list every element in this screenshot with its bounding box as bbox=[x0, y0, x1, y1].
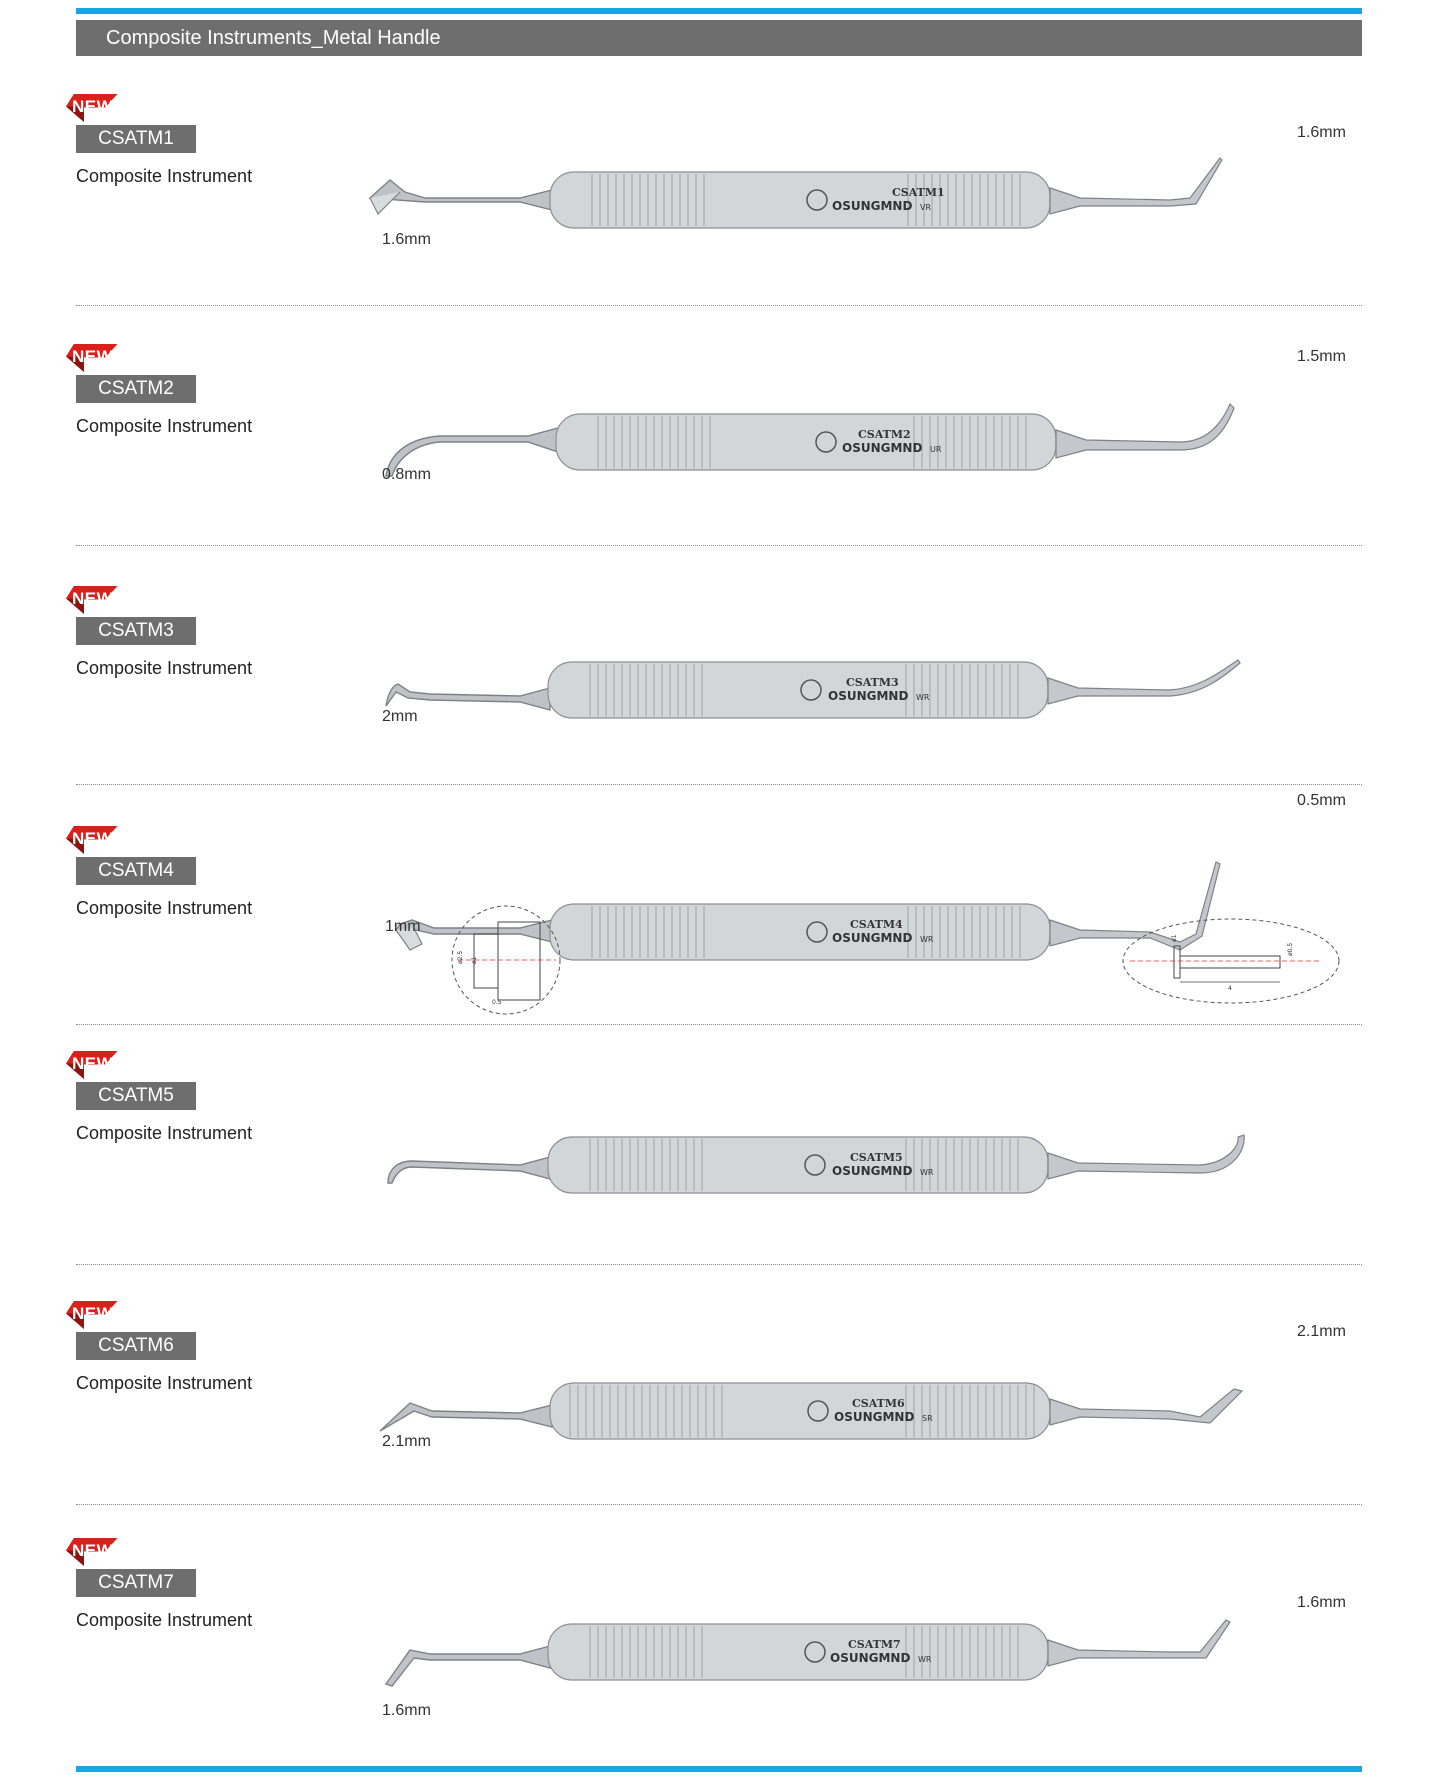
dimension-right: 0.5mm bbox=[1297, 792, 1346, 809]
product-code: CSATM1 bbox=[76, 125, 196, 153]
handle-suffix: WR bbox=[918, 1655, 932, 1664]
svg-text:ø1: ø1 bbox=[1171, 934, 1178, 942]
dimension-left: 1.6mm bbox=[382, 231, 431, 248]
dimension-right: 1.6mm bbox=[1297, 124, 1346, 141]
handle-code: CSATM3 bbox=[846, 676, 899, 689]
handle-suffix: VR bbox=[920, 203, 932, 212]
handle-code: CSATM2 bbox=[858, 428, 911, 441]
svg-text:ø1: ø1 bbox=[471, 956, 478, 964]
handle-code: CSATM1 bbox=[892, 186, 945, 199]
svg-text:ø2.5: ø2.5 bbox=[457, 950, 464, 964]
instrument-image bbox=[370, 1329, 1370, 1449]
handle-code: CSATM5 bbox=[850, 1151, 903, 1164]
section-divider bbox=[76, 1264, 1362, 1265]
dimension-left: 2.1mm bbox=[382, 1433, 431, 1450]
new-badge-label: NEW bbox=[72, 1541, 114, 1560]
handle-suffix: WR bbox=[916, 693, 930, 702]
product-name: Composite Instrument bbox=[76, 658, 253, 678]
tip-detail-right bbox=[1120, 916, 1342, 1006]
product-code: CSATM4 bbox=[76, 857, 196, 885]
new-badge-label: NEW bbox=[72, 589, 114, 608]
dimension-right: 1.6mm bbox=[1297, 1594, 1346, 1611]
tip-detail-left bbox=[448, 904, 564, 1016]
section-divider bbox=[76, 545, 1362, 546]
new-badge-label: NEW bbox=[72, 347, 114, 366]
dimension-left: 0.8mm bbox=[382, 466, 431, 483]
dimension-left: 1.6mm bbox=[382, 1702, 431, 1719]
handle-code: CSATM4 bbox=[850, 918, 903, 931]
top-accent-rule bbox=[76, 8, 1362, 14]
instrument-image bbox=[370, 1079, 1370, 1199]
section-divider bbox=[76, 1024, 1362, 1025]
new-badge-label: NEW bbox=[72, 1054, 114, 1073]
bottom-accent-rule bbox=[76, 1766, 1362, 1772]
instrument-image bbox=[370, 614, 1370, 734]
section-header bbox=[76, 20, 1362, 56]
dimension-right: 2.1mm bbox=[1297, 1323, 1346, 1340]
new-badge-label: NEW bbox=[72, 1304, 114, 1323]
handle-brand: OSUNGMND bbox=[832, 931, 913, 945]
product-name: Composite Instrument bbox=[76, 1373, 253, 1393]
product-name: Composite Instrument bbox=[76, 898, 253, 918]
handle-suffix: WR bbox=[920, 935, 934, 944]
dimension-left: 1mm bbox=[385, 918, 421, 935]
svg-text:4: 4 bbox=[1228, 985, 1232, 992]
dimension-left: 2mm bbox=[382, 708, 418, 725]
handle-brand: OSUNGMND bbox=[832, 1164, 913, 1178]
handle-brand: OSUNGMND bbox=[828, 689, 909, 703]
product-code: CSATM6 bbox=[76, 1332, 196, 1360]
product-code: CSATM3 bbox=[76, 617, 196, 645]
handle-brand: OSUNGMND bbox=[834, 1410, 915, 1424]
section-divider bbox=[76, 1504, 1362, 1505]
svg-text:ø0.5: ø0.5 bbox=[1287, 942, 1294, 956]
product-name: Composite Instrument bbox=[76, 1123, 253, 1143]
product-name: Composite Instrument bbox=[76, 1610, 253, 1630]
handle-brand: OSUNGMND bbox=[830, 1651, 911, 1665]
section-divider bbox=[76, 305, 1362, 306]
instrument-image bbox=[370, 372, 1370, 492]
handle-code: CSATM6 bbox=[852, 1397, 905, 1410]
new-badge-label: NEW bbox=[72, 829, 114, 848]
handle-brand: OSUNGMND bbox=[832, 199, 913, 213]
section-divider bbox=[76, 784, 1362, 785]
handle-suffix: UR bbox=[930, 445, 942, 454]
handle-suffix: SR bbox=[922, 1414, 933, 1423]
product-code: CSATM5 bbox=[76, 1082, 196, 1110]
instrument-image bbox=[370, 122, 1370, 242]
instrument-image bbox=[370, 1566, 1370, 1686]
product-code: CSATM2 bbox=[76, 375, 196, 403]
dimension-right: 1.5mm bbox=[1297, 348, 1346, 365]
handle-code: CSATM7 bbox=[848, 1638, 901, 1651]
product-name: Composite Instrument bbox=[76, 166, 253, 186]
product-name: Composite Instrument bbox=[76, 416, 253, 436]
handle-suffix: WR bbox=[920, 1168, 934, 1177]
handle-brand: OSUNGMND bbox=[842, 441, 923, 455]
product-code: CSATM7 bbox=[76, 1569, 196, 1597]
section-title: Composite Instruments_Metal Handle bbox=[106, 27, 441, 49]
new-badge-label: NEW bbox=[72, 97, 114, 116]
svg-text:0.5: 0.5 bbox=[492, 999, 502, 1006]
